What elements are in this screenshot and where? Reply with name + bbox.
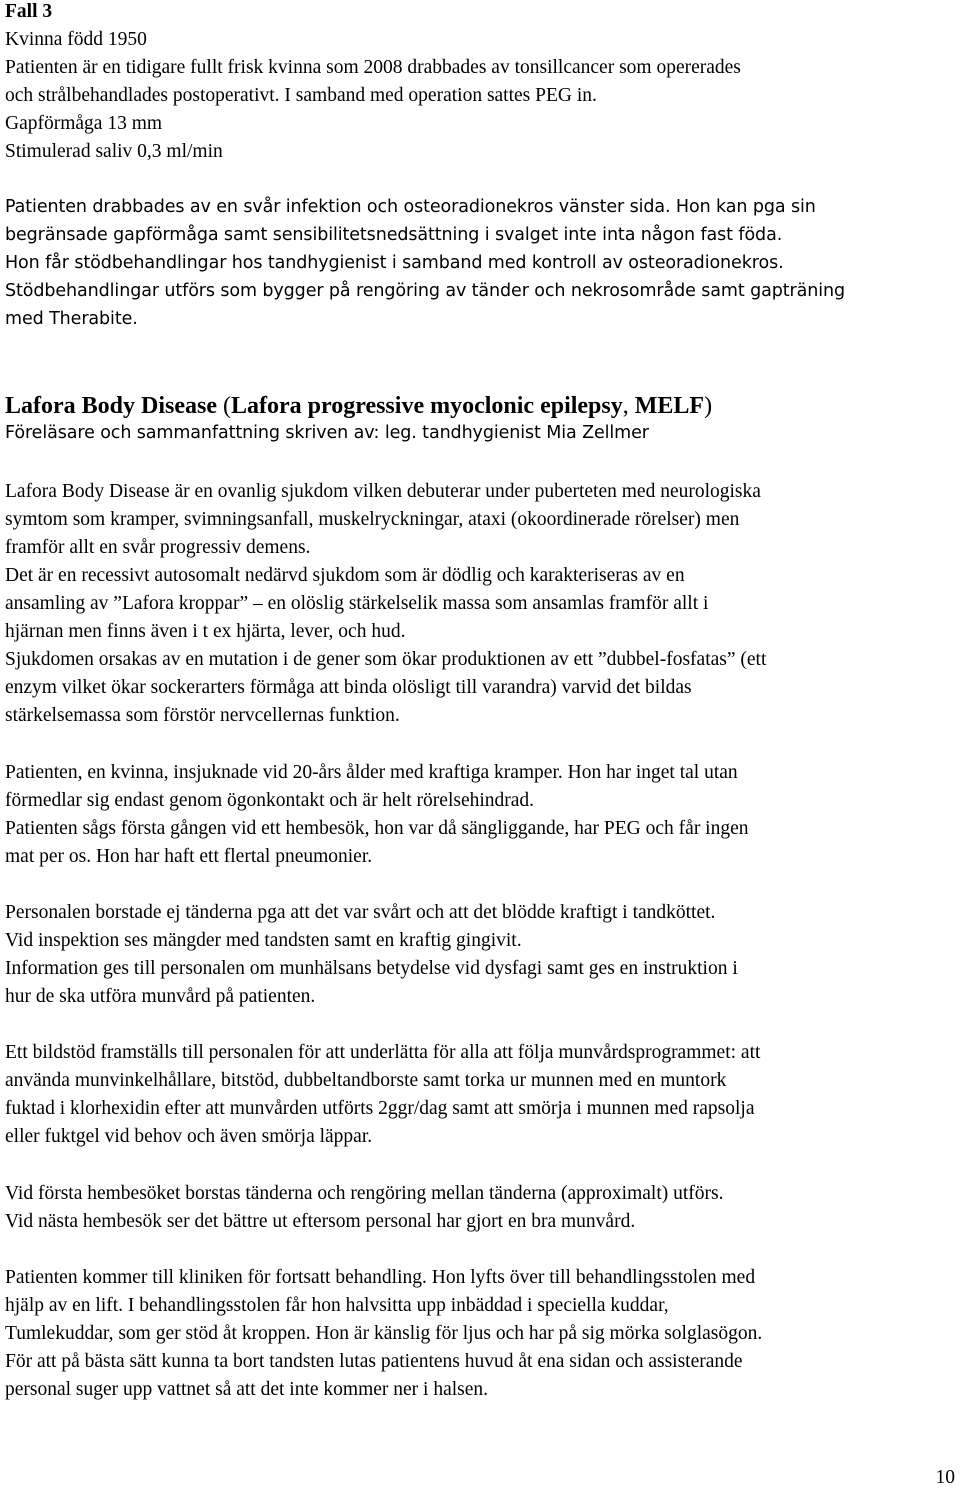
- body-line: framför allt en svår progressiv demens.: [5, 537, 311, 558]
- body-line: Vid nästa hembesök ser det bättre ut eftersom personal har gjort en bra munvård.: [5, 1211, 636, 1232]
- case-line: Patienten är en tidigare fullt frisk kvinna som 2008 drabbades av tonsillcancer som opererades: [5, 57, 741, 78]
- body-line: Vid inspektion ses mängder med tandsten samt en kraftig gingivit.: [5, 930, 522, 951]
- body-line: ansamling av ”Lafora kroppar” – en olöslig stärkelselik massa som ansamlas framför allt i: [5, 593, 709, 614]
- body-line: Tumlekuddar, som ger stöd åt kroppen. Hon är känslig för ljus och har på sig mörka solglasögon.: [5, 1323, 763, 1344]
- case-line: Kvinna född 1950: [5, 29, 147, 50]
- body-line: enzym vilket ökar sockerarters förmåga att binda olösligt till varandra) varvid det bildas: [5, 677, 692, 698]
- title-comma: ,: [622, 393, 635, 419]
- body-line: Vid första hembesöket borstas tänderna och rengöring mellan tänderna (approximalt) utförs.: [5, 1183, 724, 1204]
- body-line: fuktad i klorhexidin efter att munvården utförts 2ggr/dag samt att smörja i munnen med rapsolja: [5, 1098, 755, 1119]
- case-paragraph-line: Hon får stödbehandlingar hos tandhygienist i samband med kontroll av osteoradionekros.: [5, 253, 784, 273]
- body-line: Ett bildstöd framställs till personalen för att underlätta för alla att följa munvårdsprogrammet: att: [5, 1042, 761, 1063]
- body-line: Patienten sågs första gången vid ett hembesök, hon var då sängliggande, har PEG och får ingen: [5, 818, 749, 839]
- title-paren: ): [704, 393, 713, 419]
- body-line: Det är en recessivt autosomalt nedärvd sjukdom som är dödlig och karakteriseras av en: [5, 565, 685, 586]
- body-line: hjärnan men finns även i t ex hjärta, lever, och hud.: [5, 621, 406, 642]
- case-line: och strålbehandlades postoperativt. I samband med operation sattes PEG in.: [5, 85, 597, 106]
- body-line: Patienten kommer till kliniken för fortsatt behandling. Hon lyfts över till behandlingsstolen med: [5, 1267, 756, 1288]
- body-line: stärkelsemassa som förstör nervcellernas funktion.: [5, 705, 400, 726]
- title-part: Lafora Body Disease: [5, 393, 217, 419]
- lecturer-line: Föreläsare och sammanfattning skriven av: leg. tandhygienist Mia Zellmer: [5, 423, 649, 443]
- case-line: Stimulerad saliv 0,3 ml/min: [5, 141, 223, 162]
- body-line: hjälp av en lift. I behandlingsstolen får hon halvsitta upp inbäddad i speciella kuddar,: [5, 1295, 669, 1316]
- case-paragraph-line: Stödbehandlingar utförs som bygger på rengöring av tänder och nekrosområde samt gapträning: [5, 281, 845, 301]
- body-line: förmedlar sig endast genom ögonkontakt och är helt rörelsehindrad.: [5, 790, 535, 811]
- case-line: Gapförmåga 13 mm: [5, 113, 163, 134]
- title-paren: (: [217, 393, 231, 419]
- case-paragraph-line: begränsade gapförmåga samt sensibilitetsnedsättning i svalget inte inta någon fast föda.: [5, 225, 783, 245]
- case-paragraph-line: Patienten drabbades av en svår infektion och osteoradionekros vänster sida. Hon kan pga sin: [5, 197, 816, 217]
- body-line: Lafora Body Disease är en ovanlig sjukdom vilken debuterar under puberteten med neurologiska: [5, 481, 761, 502]
- body-line: För att på bästa sätt kunna ta bort tandsten lutas patientens huvud åt ena sidan och assisterande: [5, 1351, 743, 1372]
- case-paragraph-line: med Therabite.: [5, 309, 138, 329]
- page-number: 10: [935, 1467, 955, 1488]
- body-line: Information ges till personalen om munhälsans betydelse vid dysfagi samt ges en instruktion i: [5, 958, 738, 979]
- body-line: hur de ska utföra munvård på patienten.: [5, 986, 316, 1007]
- body-line: symtom som kramper, svimningsanfall, muskelryckningar, ataxi (okoordinerade rörelser) men: [5, 509, 740, 530]
- body-line: eller fuktgel vid behov och även smörja läppar.: [5, 1126, 373, 1147]
- body-line: Personalen borstade ej tänderna pga att det var svårt och att det blödde kraftigt i tandköttet.: [5, 902, 716, 923]
- body-line: Patienten, en kvinna, insjuknade vid 20-års ålder med kraftiga kramper. Hon har inget tal utan: [5, 762, 738, 783]
- body-line: använda munvinkelhållare, bitstöd, dubbeltandborste samt torka ur munnen med en muntork: [5, 1070, 727, 1091]
- section-title: [5, 394, 712, 418]
- body-line: personal suger upp vattnet så att det inte kommer ner i halsen.: [5, 1379, 489, 1400]
- case-heading: Fall 3: [5, 1, 53, 22]
- title-part: MELF: [634, 393, 705, 419]
- body-line: mat per os. Hon har haft ett flertal pneumonier.: [5, 846, 373, 867]
- body-line: Sjukdomen orsakas av en mutation i de gener som ökar produktionen av ett ”dubbel-fosfatas” (ett: [5, 649, 767, 670]
- title-part: Lafora progressive myoclonic epilepsy: [231, 393, 623, 419]
